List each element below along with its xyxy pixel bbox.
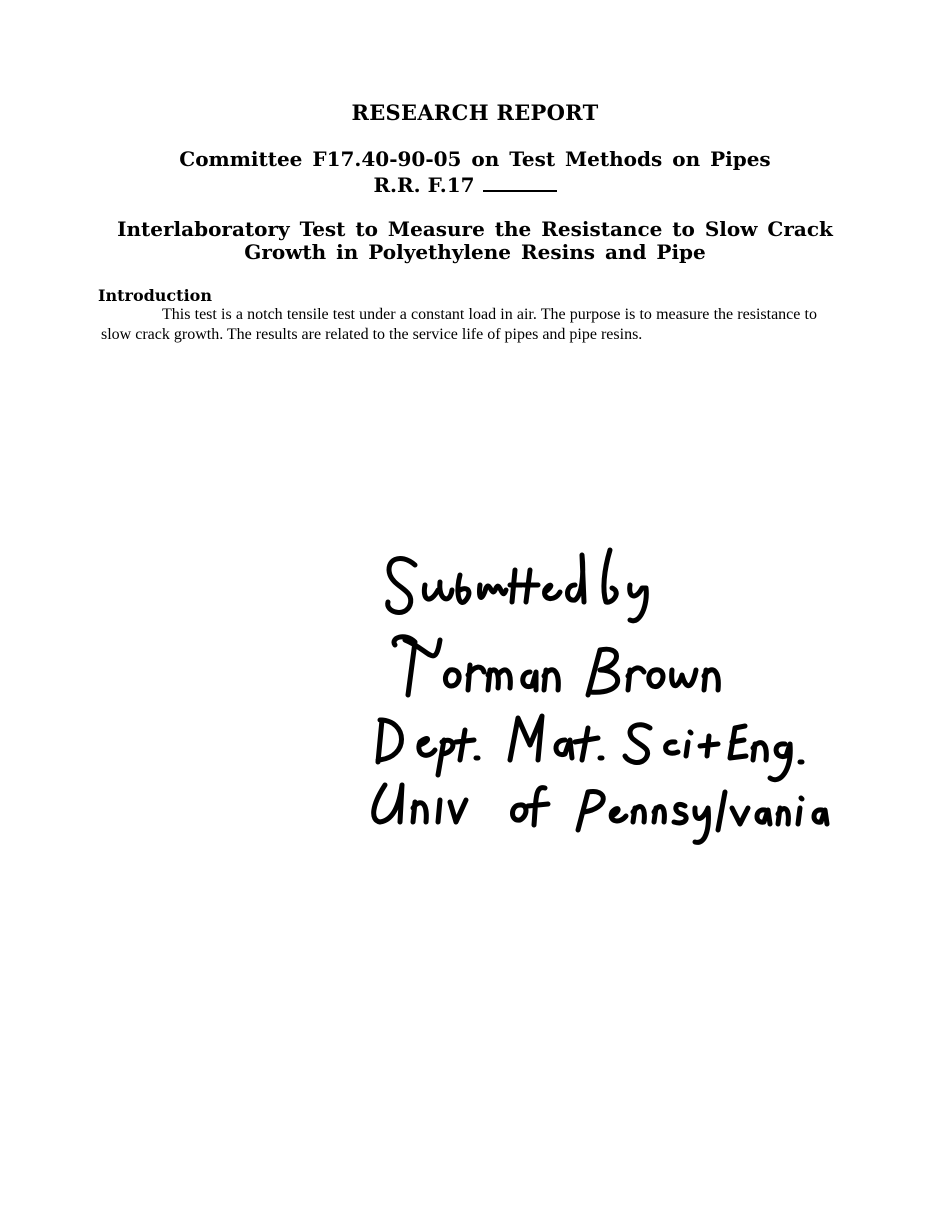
signature-line-department	[378, 716, 802, 780]
signature-line-university	[374, 785, 827, 842]
signature-line-name	[394, 637, 718, 695]
introduction-heading: Introduction	[98, 286, 212, 305]
document-title-line-1: Interlaboratory Test to Measure the Resistance to Slow Crack	[117, 217, 833, 241]
rr-number-line	[0, 172, 940, 197]
signature-line-submitted-by	[388, 550, 647, 621]
report-type-heading: RESEARCH REPORT	[351, 100, 599, 125]
handwritten-signature	[360, 530, 860, 860]
rr-number-blank	[483, 172, 557, 192]
rr-number: R.R. F.17	[373, 173, 475, 197]
committee-line: Committee F17.40-90-05 on Test Methods on Pipes	[179, 147, 771, 171]
document-title-line-2: Growth in Polyethylene Resins and Pipe	[244, 240, 706, 264]
introduction-paragraph: This test is a notch tensile test under a constant load in air. The purpose is to measure the resistance to slow crack growth. The results are related to the service life of pipes and pipe resins.	[101, 306, 817, 343]
